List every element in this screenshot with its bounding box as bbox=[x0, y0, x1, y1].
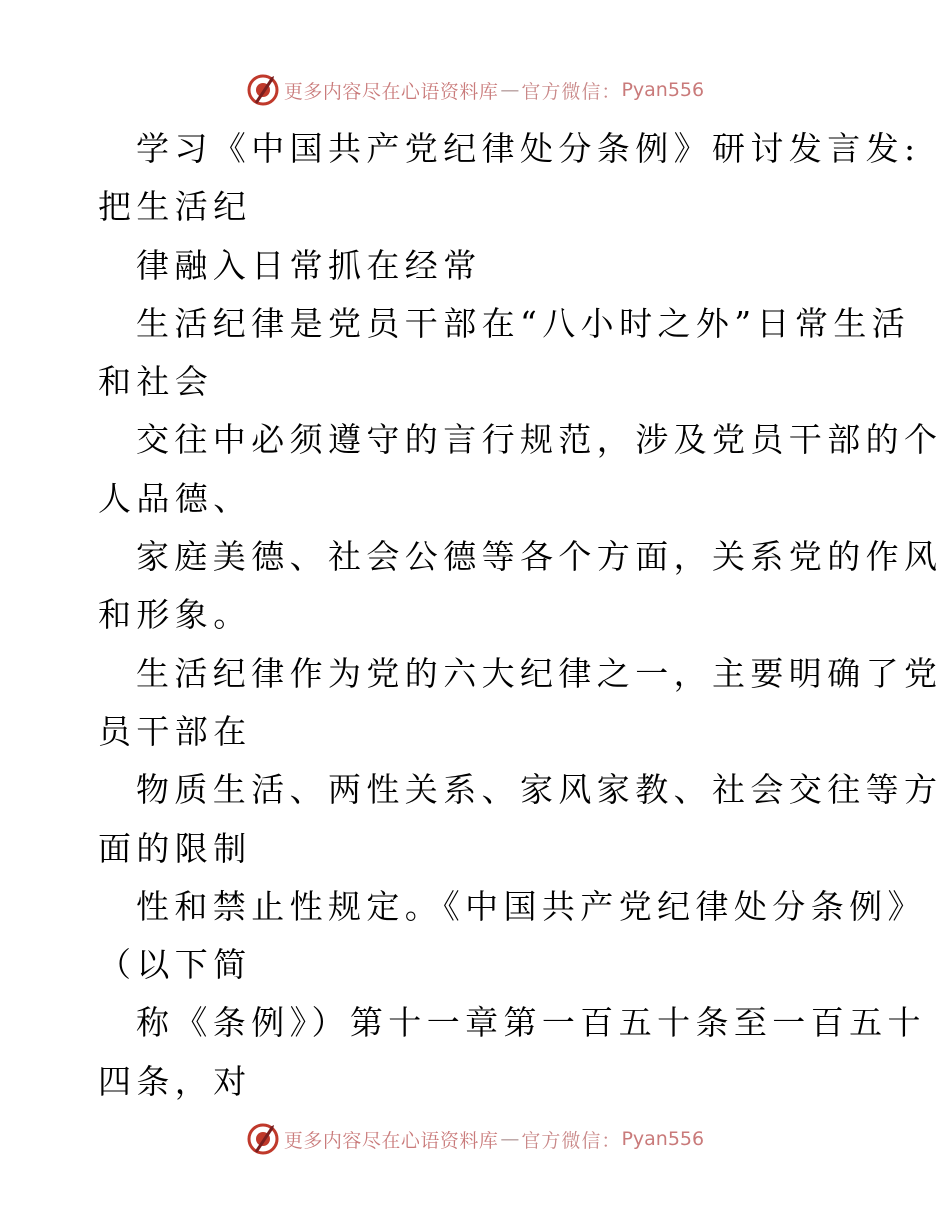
text-line: 性和禁止性规定。《中国共产党纪律处分条例》 bbox=[136, 886, 926, 926]
document-body bbox=[98, 120, 943, 1111]
text-line: （以下简 bbox=[98, 945, 252, 985]
logo-icon bbox=[246, 73, 280, 107]
watermark-wechat-id: Pyan556 bbox=[621, 79, 705, 101]
text-line: 交往中必须遵守的言行规范，涉及党员干部的个 bbox=[136, 420, 943, 460]
text-line: 面的限制 bbox=[98, 828, 252, 868]
watermark-wechat-label: 官方微信： bbox=[521, 80, 622, 103]
watermark-dash: — bbox=[500, 79, 520, 101]
text-line: 和形象。 bbox=[98, 595, 252, 635]
watermark-main-text: 更多内容尽在心语资料库 bbox=[283, 1129, 499, 1152]
text-line: 物质生活、两性关系、家风家教、社会交往等方 bbox=[136, 770, 943, 810]
text-line: 四条，对 bbox=[98, 1061, 252, 1101]
logo-icon bbox=[246, 1122, 280, 1156]
text-line: 家庭美德、社会公德等各个方面，关系党的作风 bbox=[136, 537, 943, 577]
text-line: 把生活纪 bbox=[98, 187, 252, 227]
watermark-dash: — bbox=[500, 1128, 520, 1150]
watermark-wechat-id: Pyan556 bbox=[621, 1128, 705, 1150]
text-line: 员干部在 bbox=[98, 711, 252, 751]
watermark-wechat-label: 官方微信： bbox=[521, 1129, 622, 1152]
header-watermark bbox=[0, 70, 950, 110]
text-line: 学习《中国共产党纪律处分条例》研讨发言发: bbox=[136, 129, 921, 168]
text-line: 生活纪律作为党的六大纪律之一，主要明确了党 bbox=[136, 653, 943, 693]
text-line: 和社会 bbox=[98, 362, 214, 402]
text-line: 称《条例》）第十一章第一百五十条至一百五十 bbox=[136, 1003, 926, 1043]
text-line: 律融入日常抓在经常 bbox=[136, 245, 482, 285]
watermark-main-text: 更多内容尽在心语资料库 bbox=[283, 80, 499, 103]
text-line: 生活纪律是党员干部在“八小时之外”日常生活 bbox=[136, 303, 911, 343]
footer-watermark bbox=[0, 1119, 950, 1159]
text-line: 人品德、 bbox=[98, 478, 252, 518]
